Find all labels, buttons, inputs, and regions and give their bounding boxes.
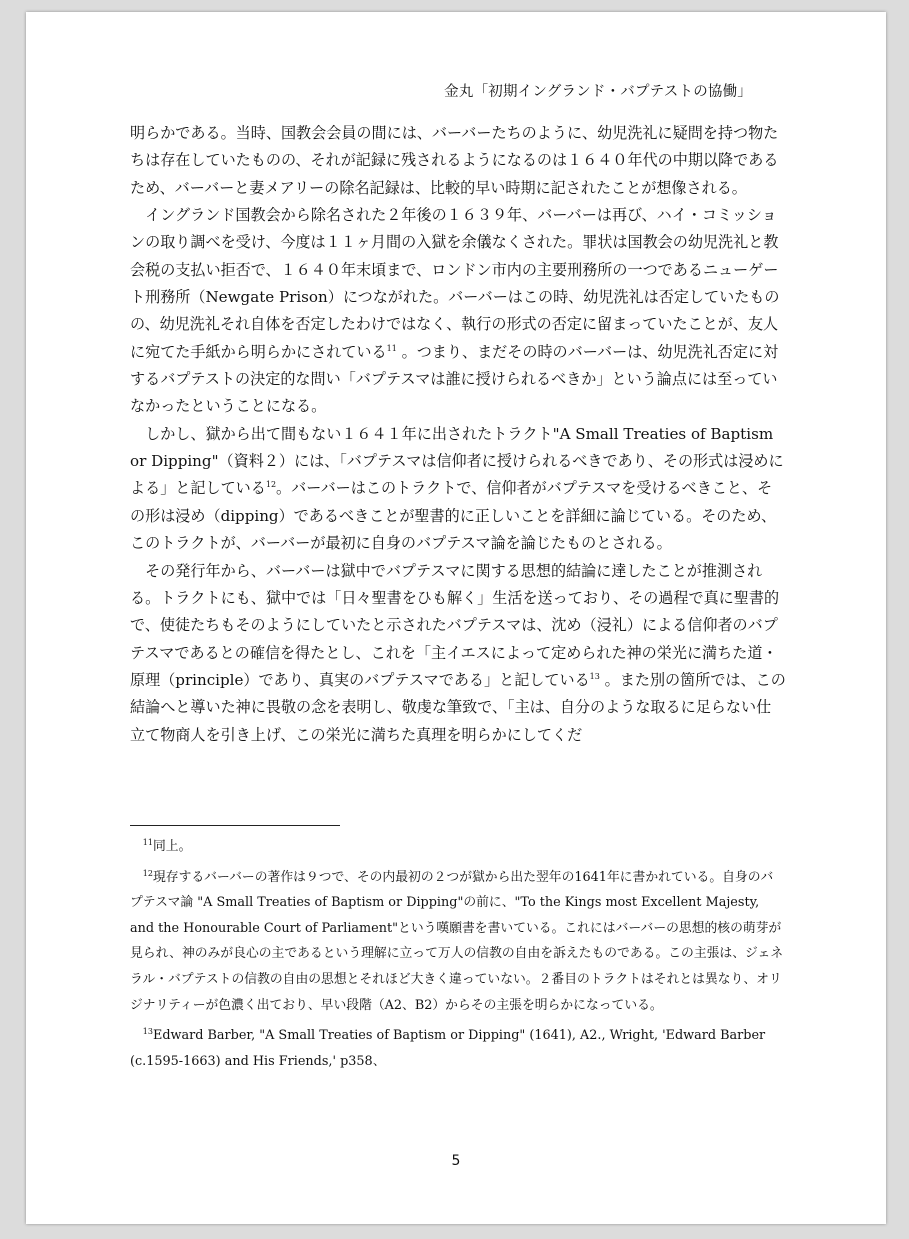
footnote-ref-13[interactable]: 13 (589, 671, 600, 681)
paragraph-4 (130, 558, 786, 749)
footnote-number: 13 (142, 1027, 153, 1037)
footnote-number: 12 (142, 868, 153, 878)
footnote-text: 現存するバーバーの著作は９つで、その内最初の２つが獄から出た翌年の1641年に書かれている。自身のバプテスマ論 "A Small Treaties of Baptism or Dipping"の前に、"To the Kings most Excellent Majesty, and the Honourable Court of Parliament"という嘆願書を書いている。これにはバーバーの思想的核の萌芽が見られ、神のみが良心の主であるという理解に立って万人の信教の自由を訴えたものである。この主張は、ジェネラル・バプテストの信教の自由の思想とそれほど大きく違っていない。２番目のトラクトはそれとは異なり、オリジナリティーが色濃く出ており、早い段階（A2、B2）からその主張を明らかになっている。 (130, 869, 784, 1013)
page-number: 5 (451, 1153, 461, 1169)
document-page (26, 12, 886, 1224)
footnote-13 (130, 1023, 786, 1074)
body-text (130, 120, 786, 749)
footnote-ref-12[interactable]: 12 (265, 480, 277, 490)
paragraph-2-text-a: イングランド国教会から除名された２年後の１６３９年、バーバーは再び、ハイ・コミッションの取り調べを受け、今度は１１ヶ月間の入獄を余儀なくされた。罪状は国教会の幼児洗礼と教会税の支払い拒否で、１６４０年末頃まで、ロンドン市内の主要刑務所の一つであるニューゲート刑務所（Newgate Prison）につながれた。バーバーはこの時、幼児洗礼は否定していたものの、幼児洗礼それ自体を否定したわけではなく、執行の形式の否定に留まっていたことが、友人に宛てた手紙から明らかにされている (130, 206, 780, 361)
footnote-separator (130, 825, 340, 826)
footnote-12 (130, 865, 786, 1019)
paragraph-2 (130, 202, 786, 421)
footnote-number: 11 (142, 838, 153, 847)
footnote-ref-11[interactable]: 11 (386, 343, 397, 353)
footnote-text: 同上。 (152, 839, 192, 854)
footnote-text: Edward Barber, "A Small Treaties of Baptism or Dipping" (1641), A2., Wright, 'Edward Barber (c.1595-1663) and His Friends,' p358、 (130, 1028, 766, 1069)
paragraph-3 (130, 421, 786, 558)
paragraph-3-text-a: しかし、獄から出て間もない１６４１年に出されたトラクト"A Small Treaties of Baptism or Dipping"（資料２）には、「バプテスマは信仰者に授けられるべきであり、その形式は浸めによる」と記している (130, 424, 784, 498)
footnote-11 (130, 834, 786, 860)
paragraph-4-text-b: 。また別の箇所では、この結論へと導いた神に畏敬の念を表明し、敬虔な筆致で、「主は、自分のような取るに足らない仕立て物商人を引き上げ、この栄光に満ちた真理を明らかにしてくだ (130, 670, 786, 744)
running-header: 金丸「初期イングランド・バプテストの協働」 (444, 84, 752, 100)
paragraph-2-text-b: 。つまり、まだその時のバーバーは、幼児洗礼否定に対するバプテストの決定的な問い「バプテスマは誰に授けられるべきか」という論点には至っていなかったということになる。 (130, 342, 779, 416)
footnotes (130, 834, 786, 1074)
paragraph-4-text-a: その発行年から、バーバーは獄中でバプテスマに関する思想的結論に達したことが推測される。トラクトにも、獄中では「日々聖書をひも解く」生活を送っており、その過程で真に聖書的で、使徒たちもそのようにしていたと示されたバプテスマは、沈め（浸礼）による信仰者のバプテスマであるとの確信を得たとし、これを「主イエスによって定められた神の栄光に満ちた道・原理（principle）であり、真実のバプテスマである」と記している (130, 561, 780, 689)
paragraph-1: 明らかである。当時、国教会会員の間には、バーバーたちのように、幼児洗礼に疑問を持つ物たちは存在していたものの、それが記録に残されるようになるのは１６４０年代の中期以降であるため、バーバーと妻メアリーの除名記録は、比較的早い時期に記されたことが想像される。 (130, 124, 779, 197)
paragraph-3-text-b: 。バーバーはこのトラクトで、信仰者がバプテスマを受けるべきこと、その形は浸め（dipping）であるべきことが聖書的に正しいことを詳細に論じている。そのため、このトラクトが、バーバーが最初に自身のバプテスマ論を論じたものとされる。 (130, 479, 777, 553)
